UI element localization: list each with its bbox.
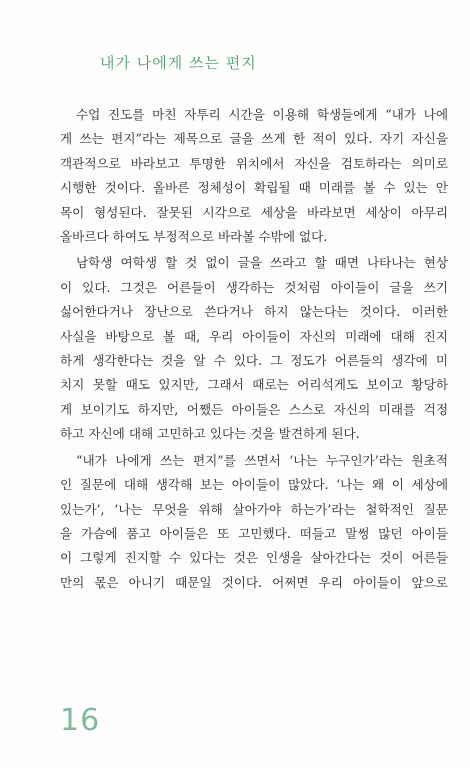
body-text: [60, 103, 448, 595]
text-line: 하고 자신에 대해 고민하고 있다는 것을 발견하게 된다.: [60, 426, 360, 442]
text-line: 목이 형성된다. 잘못된 시각으로 세상을 바라보면 세상이 아무리: [60, 204, 448, 220]
text-line: “내가 나에게 쓰는 편지”를 쓰면서 ‘나는 누구인가’라는 원초적: [76, 452, 448, 468]
text-line: 게 보이기도 하지만, 어쨌든 아이들은 스스로 자신의 미래를 걱정: [60, 401, 448, 417]
paragraph-2: [60, 251, 448, 446]
text-line: 이 그렇게 진지할 수 있다는 것은 인생을 살아간다는 것이 어른들: [60, 550, 448, 566]
text-line: 사실을 바탕으로 볼 때, 우리 아이들이 자신의 미래에 대해 진지: [60, 328, 448, 344]
text-line: 인 질문에 대해 생각해 보는 아이들이 많았다. ‘나는 왜 이 세상에: [60, 477, 448, 493]
paragraph-3: [60, 449, 448, 595]
text-line: 게 쓰는 편지”라는 제목으로 글을 쓰게 한 적이 있다. 자기 자신을: [60, 131, 448, 147]
text-line: 만의 몫은 아니기 때문일 것이다. 어쩌면 우리 아이들이 앞으로: [60, 574, 448, 590]
text-line: 올바르다 하여도 부정적으로 바라볼 수밖에 없다.: [60, 229, 328, 245]
text-line: 수업 진도를 마친 자투리 시간을 이용해 학생들에게 “내가 나에: [76, 107, 448, 122]
text-line: 치지 못할 때도 있지만, 그래서 때로는 어리석게도 보이고 황당하: [60, 377, 448, 393]
text-line: 이 있다. 그것은 어른들이 생각하는 것처럼 아이들이 글을 쓰기: [60, 279, 448, 295]
text-line: 객관적으로 바라보고 투명한 위치에서 자신을 검토하라는 의미로: [60, 155, 448, 171]
text-line: 있는가’, ‘나는 무엇을 위해 살아가야 하는가’라는 철학적인 질문: [60, 501, 448, 517]
text-line: 시행한 것이다. 올바른 정체성이 확립될 때 미래를 볼 수 있는 안: [60, 180, 448, 196]
text-line: 싫어한다거나 장난으로 쓴다거나 하지 않는다는 것이다. 이러한: [60, 304, 448, 320]
text-line: 하게 생각한다는 것을 알 수 있다. 그 정도가 어른들의 생각에 미: [60, 353, 448, 369]
text-line: 남학생 여학생 할 것 없이 글을 쓰라고 할 때면 나타나는 현상: [76, 255, 448, 271]
text-line: 을 가슴에 품고 아이들은 또 고민했다. 떠들고 말썽 많던 아이들: [60, 525, 448, 541]
section-heading: 내가 나에게 쓰는 편지: [100, 54, 257, 72]
paragraph-1: [60, 103, 448, 249]
page-number: 16: [60, 703, 101, 738]
